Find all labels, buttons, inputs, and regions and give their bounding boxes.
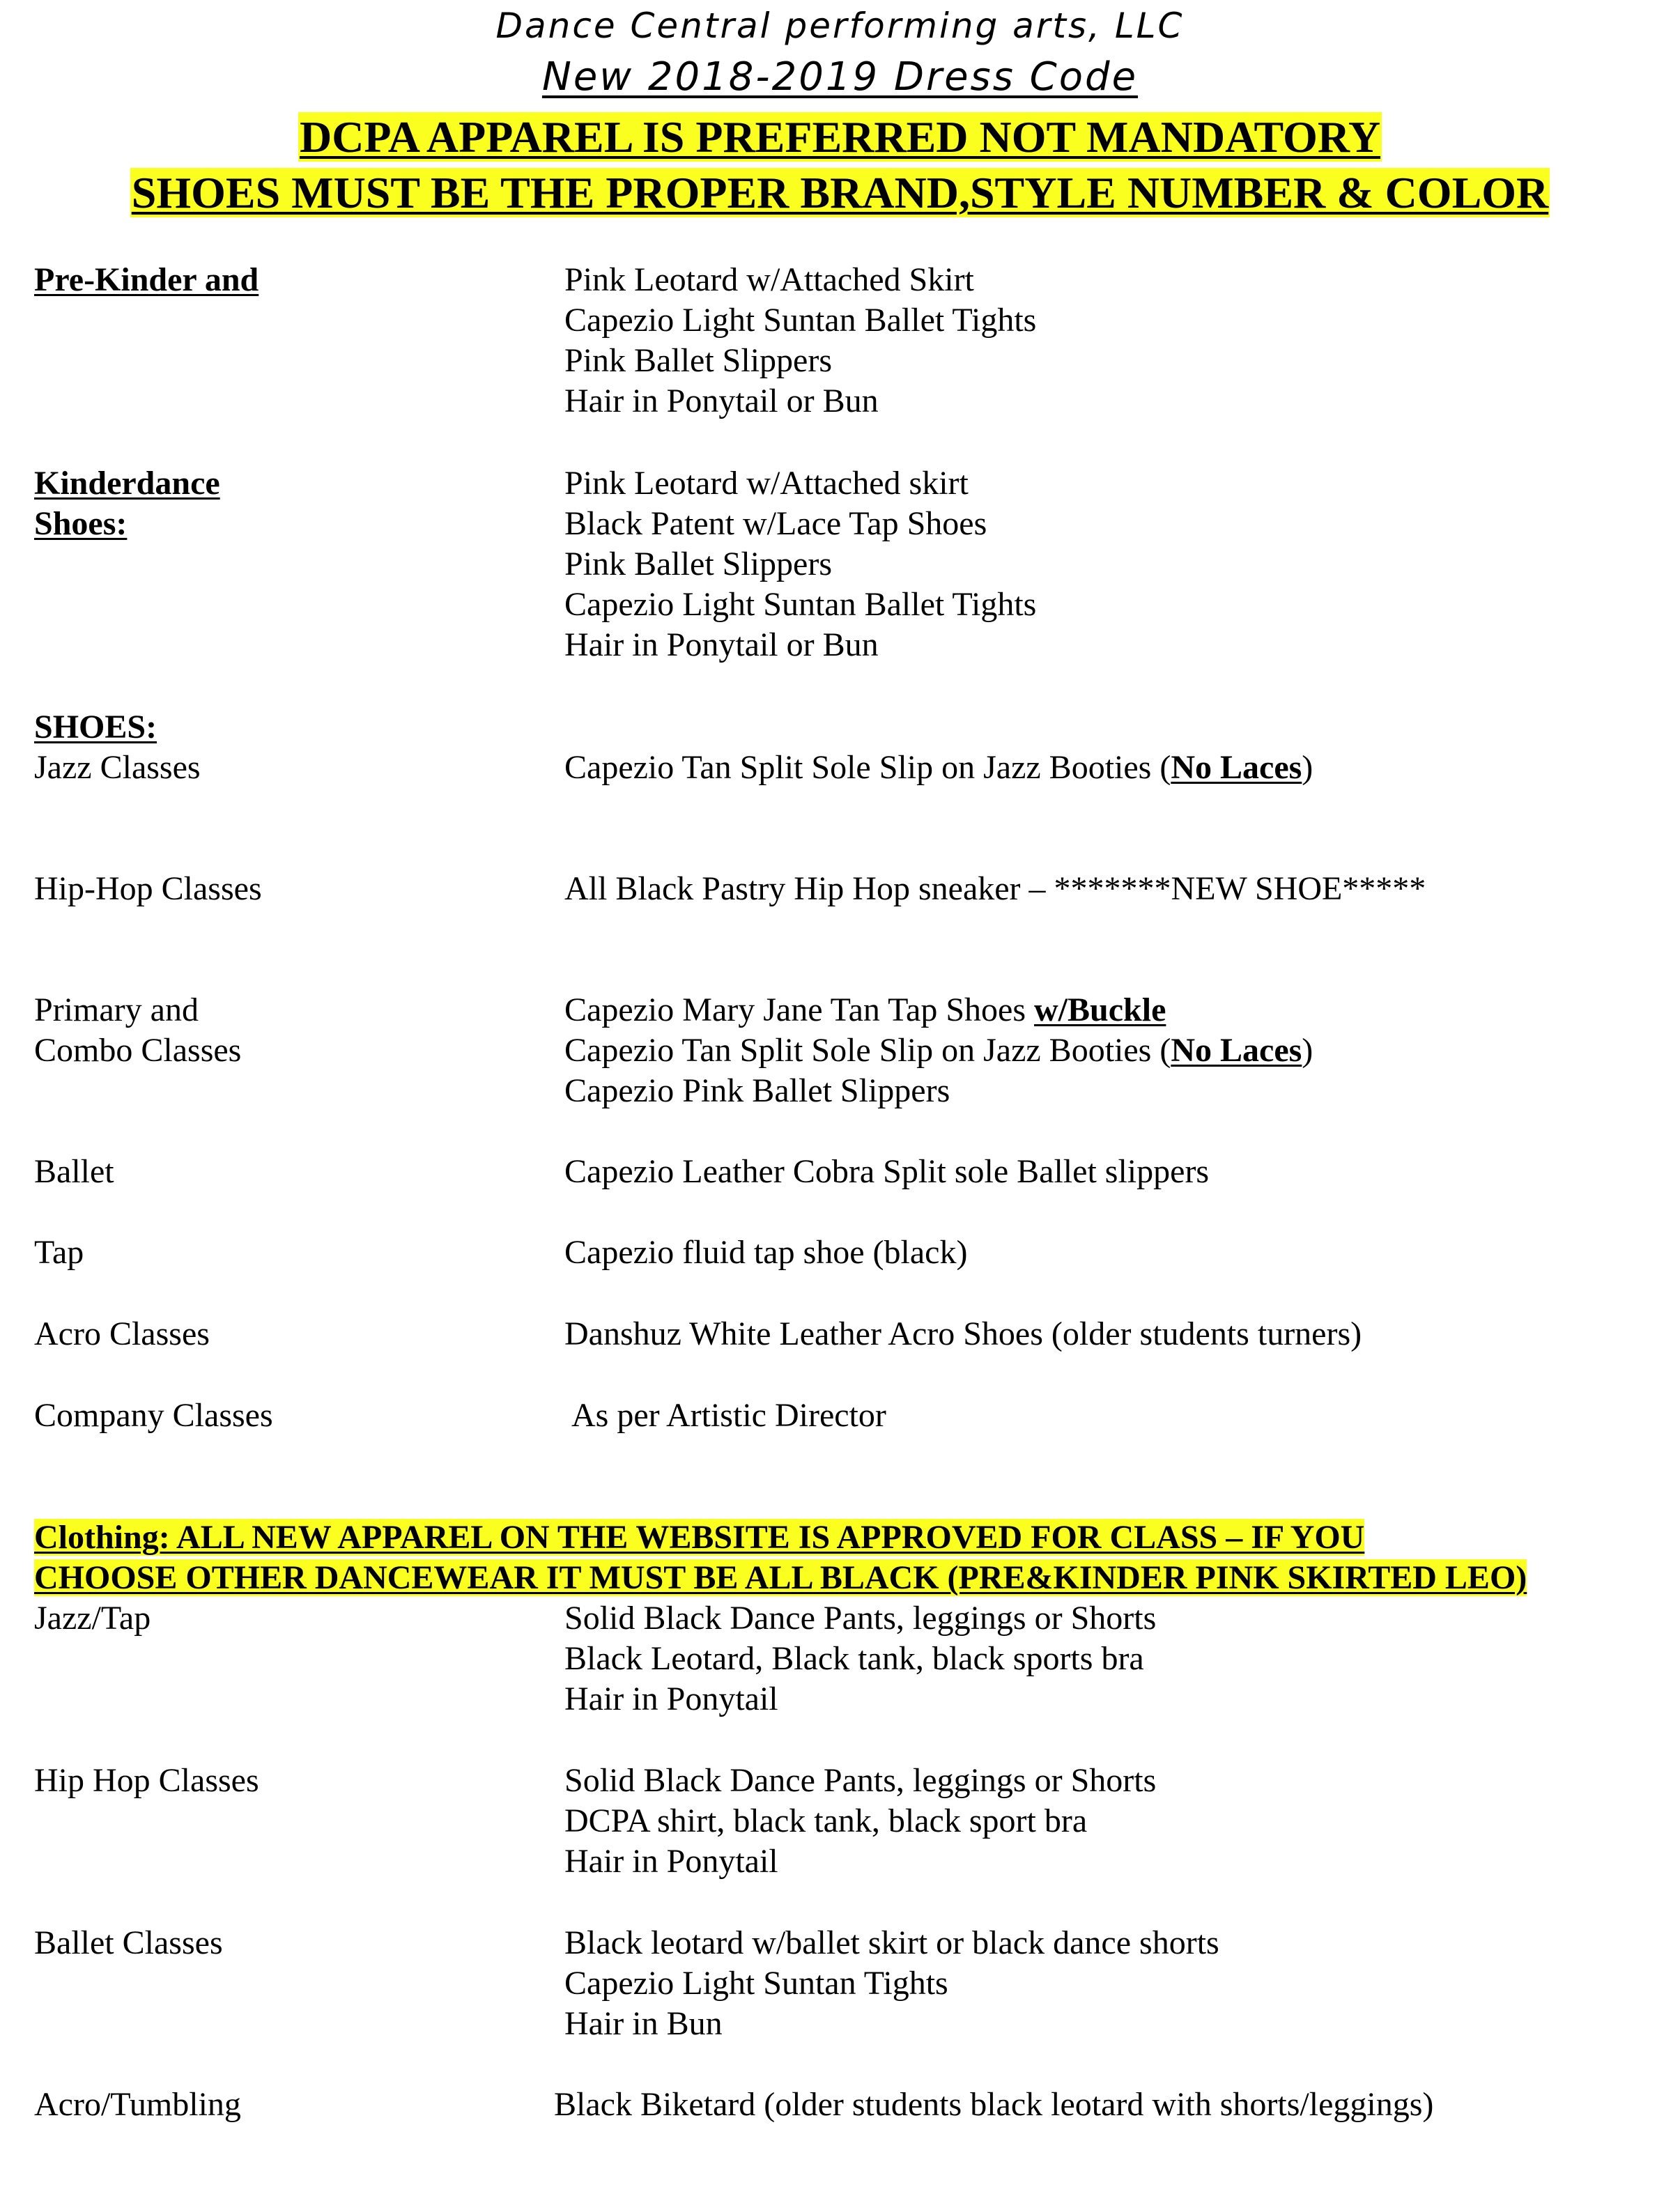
- prekinder-item: Pink Ballet Slippers: [564, 342, 832, 379]
- primary-item-1a: Capezio Mary Jane Tan Tap Shoes: [564, 991, 1035, 1028]
- jazztap-clothing-label: Jazz/Tap: [34, 1600, 151, 1637]
- hiphop-clothing-label: Hip Hop Classes: [34, 1762, 259, 1799]
- acro-clothing-label: Acro/Tumbling: [34, 2086, 241, 2123]
- clothing-heading-line-2: CHOOSE OTHER DANCEWEAR IT MUST BE ALL BLACK (PRE&KINDER PINK SKIRTED LEO): [34, 1559, 1527, 1596]
- jazztap-clothing-item: Solid Black Dance Pants, leggings or Shorts: [564, 1600, 1157, 1637]
- kinderdance-shoes-label: Shoes:: [34, 505, 128, 542]
- ballet-clothing-item: Black leotard w/ballet skirt or black dance shorts: [564, 1924, 1219, 1961]
- shoes-notice: [0, 166, 1680, 220]
- kinderdance-item: Capezio Light Suntan Ballet Tights: [564, 586, 1037, 623]
- jazz-shoes-label: Jazz Classes: [34, 749, 201, 786]
- clothing-heading-line-1: Clothing: ALL NEW APPAREL ON THE WEBSITE IS APPROVED FOR CLASS – IF YOU: [34, 1519, 1365, 1556]
- company-classes-text: As per Artistic Director: [571, 1397, 886, 1434]
- jazztap-clothing-item: Hair in Ponytail: [564, 1680, 778, 1717]
- primary-item: [564, 990, 1166, 1030]
- document-title-text: New 2018-2019 Dress Code: [541, 54, 1139, 100]
- shoes-heading: SHOES:: [34, 709, 157, 745]
- ballet-shoes-label: Ballet: [34, 1153, 114, 1190]
- hiphop-shoes-label: Hip-Hop Classes: [34, 870, 262, 907]
- primary-label: Primary and: [34, 991, 199, 1028]
- no-laces-emphasis: No Laces: [1171, 749, 1302, 786]
- acro-clothing-text: Black Biketard (older students black leotard with shorts/leggings): [554, 2086, 1434, 2123]
- shoes-notice-text: SHOES MUST BE THE PROPER BRAND,STYLE NUMBER & COLOR: [131, 168, 1549, 217]
- hiphop-shoes-text: All Black Pastry Hip Hop sneaker – *******NEW SHOE*****: [564, 870, 1426, 907]
- kinderdance-item: Black Patent w/Lace Tap Shoes: [564, 505, 987, 542]
- ballet-shoes-text: Capezio Leather Cobra Split sole Ballet slippers: [564, 1153, 1210, 1190]
- tap-shoes-text: Capezio fluid tap shoe (black): [564, 1234, 968, 1271]
- ballet-clothing-item: Capezio Light Suntan Tights: [564, 1965, 948, 2002]
- jazz-shoes-text-a: Capezio Tan Split Sole Slip on Jazz Booties (: [564, 749, 1171, 786]
- ballet-clothing-item: Hair in Bun: [564, 2005, 723, 2042]
- prekinder-label: Pre-Kinder and: [34, 261, 259, 298]
- hiphop-clothing-item: Hair in Ponytail: [564, 1843, 778, 1880]
- combo-label: Combo Classes: [34, 1032, 242, 1069]
- kinderdance-item: Hair in Ponytail or Bun: [564, 626, 879, 663]
- acro-shoes-text: Danshuz White Leather Acro Shoes (older students turners): [564, 1315, 1362, 1352]
- primary-item-2c: ): [1302, 1032, 1313, 1069]
- jazz-shoes-text: [564, 748, 1313, 788]
- apparel-notice: [0, 110, 1680, 164]
- kinderdance-item: Pink Leotard w/Attached skirt: [564, 465, 969, 502]
- buckle-emphasis: w/Buckle: [1034, 991, 1166, 1028]
- tap-shoes-label: Tap: [34, 1234, 84, 1271]
- hiphop-clothing-item: DCPA shirt, black tank, black sport bra: [564, 1802, 1088, 1839]
- document-title: [0, 54, 1680, 100]
- kinderdance-item: Pink Ballet Slippers: [564, 546, 832, 582]
- acro-shoes-label: Acro Classes: [34, 1315, 210, 1352]
- company-name: Dance Central performing arts, LLC: [495, 6, 1185, 46]
- no-laces-emphasis: No Laces: [1171, 1032, 1302, 1069]
- primary-item: [564, 1030, 1313, 1071]
- prekinder-item: Pink Leotard w/Attached Skirt: [564, 261, 974, 298]
- kinderdance-label: Kinderdance: [34, 465, 220, 502]
- primary-item-2a: Capezio Tan Split Sole Slip on Jazz Booties (: [564, 1032, 1171, 1069]
- hiphop-clothing-item: Solid Black Dance Pants, leggings or Shorts: [564, 1762, 1157, 1799]
- primary-item: Capezio Pink Ballet Slippers: [564, 1072, 950, 1109]
- clothing-heading: [34, 1558, 1527, 1598]
- prekinder-item: Hair in Ponytail or Bun: [564, 382, 879, 419]
- clothing-heading: [34, 1517, 1364, 1558]
- company-classes-label: Company Classes: [34, 1397, 273, 1434]
- prekinder-item: Capezio Light Suntan Ballet Tights: [564, 302, 1037, 339]
- jazztap-clothing-item: Black Leotard, Black tank, black sports bra: [564, 1640, 1144, 1677]
- jazz-shoes-text-c: ): [1302, 749, 1313, 786]
- apparel-notice-text: DCPA APPAREL IS PREFERRED NOT MANDATORY: [299, 112, 1381, 162]
- ballet-clothing-label: Ballet Classes: [34, 1924, 223, 1961]
